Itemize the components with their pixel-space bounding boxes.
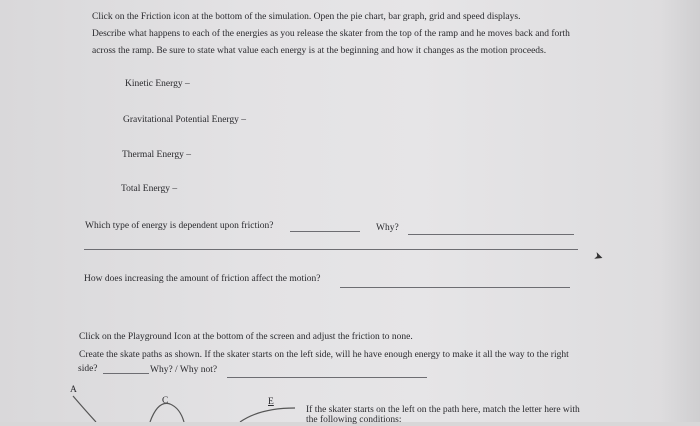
instruction-line-1: Click on the Friction icon at the bottom of the simulation. Open the pie chart, bar graph, grid and speed displays. [92,12,521,22]
skate-path-e [240,408,295,422]
instruction-line-2: Describe what happens to each of the energies as you release the skater from the top of the ramp and he moves back and forth [92,29,570,39]
why-not-label: Why? / Why not? [150,365,218,375]
match-line-1: If the skater starts on the left on the path here, match the letter here with [306,405,580,415]
playground-line-1: Click on the Playground Icon at the bottom of the screen and adjust the friction to none. [79,332,413,342]
total-energy-label: Total Energy – [121,184,178,194]
path-label-e: E [268,397,274,407]
playground-line-2: Create the skate paths as shown. If the skater starts on the left side, will he have enough energy to make it all the way to the right [79,350,569,360]
instruction-line-3: across the ramp. Be sure to state what value each energy is at the beginning and how it changes as the motion proceeds. [92,46,547,56]
friction-motion-question: How does increasing the amount of friction affect the motion? [84,274,321,284]
side-label: side? [78,364,98,374]
path-label-c: C [162,396,169,406]
friction-dependent-question: Which type of energy is dependent upon friction? [85,221,274,231]
gravitational-energy-label: Gravitational Potential Energy – [123,115,247,125]
kinetic-energy-label: Kinetic Energy – [125,79,190,89]
thermal-energy-label: Thermal Energy – [122,150,191,160]
match-line-2: the following conditions: [306,415,402,425]
path-label-a: A [70,385,77,395]
cursor-arrow-icon: ➤ [592,249,605,265]
why-label: Why? [376,223,399,233]
skate-path-a [73,396,96,422]
skate-path-c [150,403,184,422]
